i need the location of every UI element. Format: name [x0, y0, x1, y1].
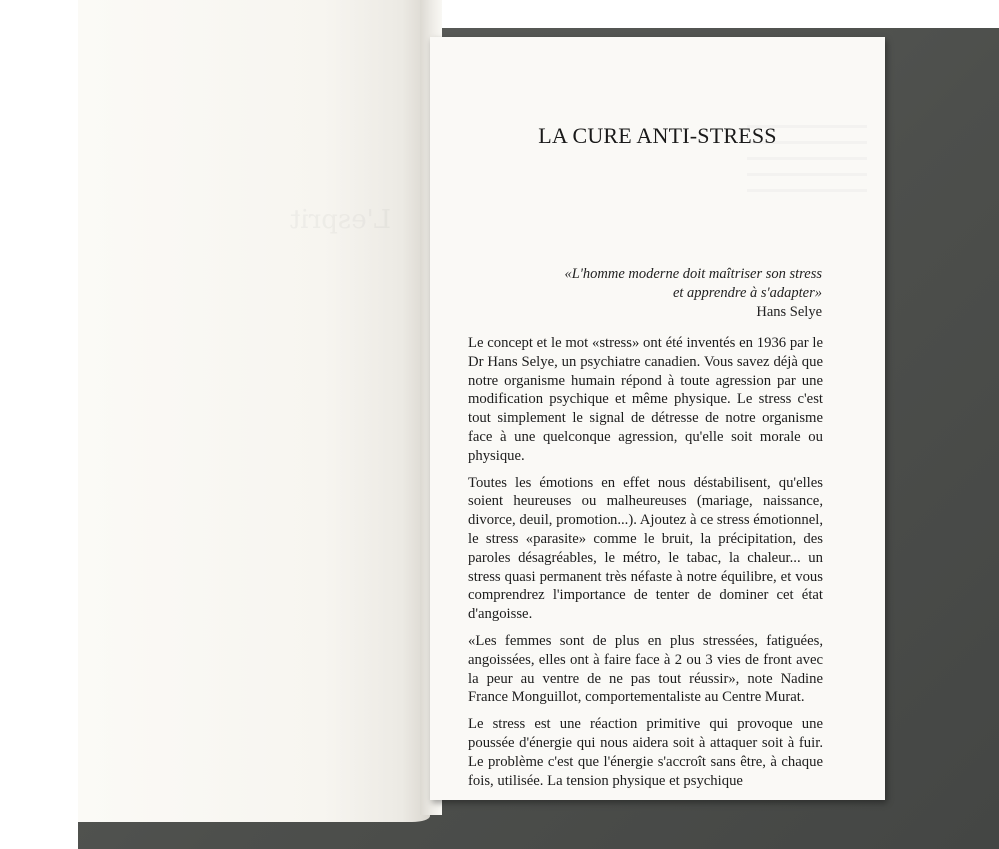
- paragraph: Le concept et le mot «stress» ont été inventés en 1936 par le Dr Hans Selye, un psychiatre canadien. Vous savez déjà que notre organisme humain répond à toute agression par une modification psychique et même physique. Le stress c'est tout simplement le signal de détresse de notre organisme face à une quelconque agression, qu'elle soit morale ou physique.: [468, 335, 823, 464]
- paragraph: Le stress est une réaction primitive qui provoque une poussée d'énergie qui nous aidera soit à attaquer soit à fuir. Le problème c'est que l'énergie s'accroît sans être, à chaque fois, utilisée. La tension physique et psychique: [468, 716, 823, 789]
- paragraph: Toutes les émotions en effet nous déstabilisent, qu'elles soient heureuses ou malheureuses (mariage, naissance, divorce, deuil, promotion...). Ajoutez à ce stress émotionnel, le stress «parasite» comme le bruit, la précipitation, des paroles désagréables, le métro, le tabac, la chaleur... un stress quasi permanent très néfaste à notre équilibre, et vous comprendrez l'importance de tenter de dominer cet état d'angoisse.: [468, 474, 823, 623]
- left-page: [78, 0, 430, 822]
- epigraph: [564, 265, 822, 322]
- epigraph-line-2: et apprendre à s'adapter»: [672, 285, 822, 301]
- epigraph-line-1: «L'homme moderne doit maîtriser son stress: [564, 266, 822, 282]
- paragraph: «Les femmes sont de plus en plus stressées, fatiguées, angoissées, elles ont à faire face à 2 ou 3 vies de front avec la peur au ventre de ne pas tout réussir», note Nadine France Monguillot, comportementaliste au Centre Murat.: [468, 632, 823, 706]
- body-text: [468, 334, 823, 798]
- left-page-bleed-through-text: L'esprit: [290, 205, 391, 235]
- right-page: [430, 37, 885, 800]
- epigraph-author: Hans Selye: [756, 304, 822, 320]
- chapter-title: LA CURE ANTI-STRESS: [538, 123, 777, 148]
